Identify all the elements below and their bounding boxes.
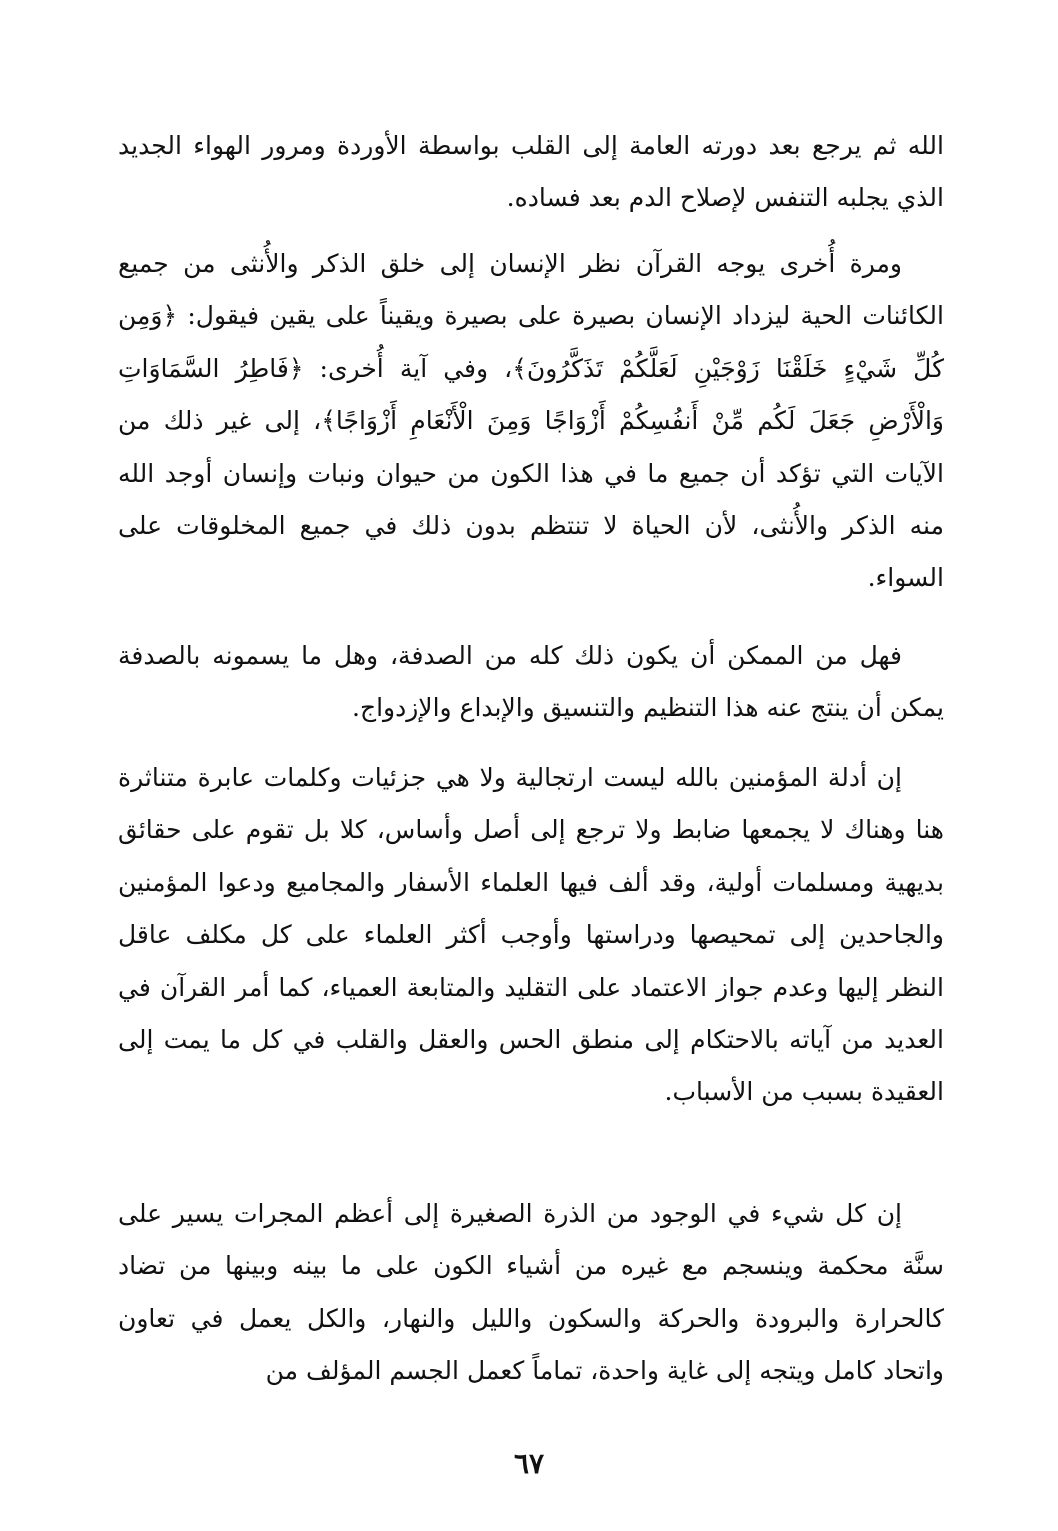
paragraph-text: إن أدلة المؤمنين بالله ليست ارتجالية ولا هي جزئيات وكلمات عابرة متناثرة هنا وهناك لا يجمعها ضابط ولا ترجع إلى أصل وأساس، كلا بل تقوم على حقائق بديهية ومسلمات أولية، وقد ألف فيها العلماء الأسفار والمجاميع ودعوا المؤمنين والجاحدين إلى تمحيصها ودراستها وأوجب أكثر العلماء على كل مكلف عاقل النظر إليها وعدم جواز الاعتماد على التقليد والمتابعة العمياء، كما أمر القرآن في العديد من آياته بالاحتكام إلى منطق الحس والعقل والقلب في كل ما يمت إلى العقيدة بسبب من الأسباب. <box>118 763 944 1107</box>
paragraph-cosmic-order <box>118 1188 944 1398</box>
page-number: ٦٧ <box>513 1447 545 1480</box>
paragraph-chance-question <box>118 630 944 735</box>
paragraph-believers-evidence <box>118 752 944 1119</box>
paragraph-text: الله ثم يرجع بعد دورته العامة إلى القلب بواسطة الأوردة ومرور الهواء الجديد الذي يجلبه التنفس لإصلاح الدم بعد فساده. <box>118 131 944 213</box>
paragraph-male-female-creation <box>118 238 944 605</box>
paragraph-continuation <box>118 120 944 225</box>
paragraph-text: إن كل شيء في الوجود من الذرة الصغيرة إلى أعظم المجرات يسير على سنَّة محكمة وينسجم مع غيره من أشياء الكون على ما بينه وبينها من تضاد كالحرارة والبرودة والحركة والسكون والليل والنهار، والكل يعمل في تعاون واتحاد كامل ويتجه إلى غاية واحدة، تماماً كعمل الجسم المؤلف من <box>118 1199 944 1386</box>
paragraph-text: ومرة أُخرى يوجه القرآن نظر الإنسان إلى خلق الذكر والأُنثى من جميع الكائنات الحية ليزداد الإنسان بصيرة على بصيرة ويقيناً على يقين فيقول: ﴿وَمِن كُلِّ شَيْءٍ خَلَقْنَا زَوْجَيْنِ لَعَلَّكُمْ تَذَكَّرُونَ﴾، وفي آية أُخرى: ﴿فَاطِرُ السَّمَاوَاتِ وَالْأَرْضِ جَعَلَ لَكُم مِّنْ أَنفُسِكُمْ أَزْوَاجًا وَمِنَ الْأَنْعَامِ أَزْوَاجًا﴾، إلى غير ذلك من الآيات التي تؤكد أن جميع ما في هذا الكون من حيوان ونبات وإنسان أوجد الله منه الذكر والأُنثى، لأن الحياة لا تنتظم بدون ذلك في جميع المخلوقات على السواء. <box>118 249 945 593</box>
paragraph-text: فهل من الممكن أن يكون ذلك كله من الصدفة، وهل ما يسمونه بالصدفة يمكن أن ينتج عنه هذا التنظيم والتنسيق والإبداع والإزدواج. <box>118 641 944 723</box>
